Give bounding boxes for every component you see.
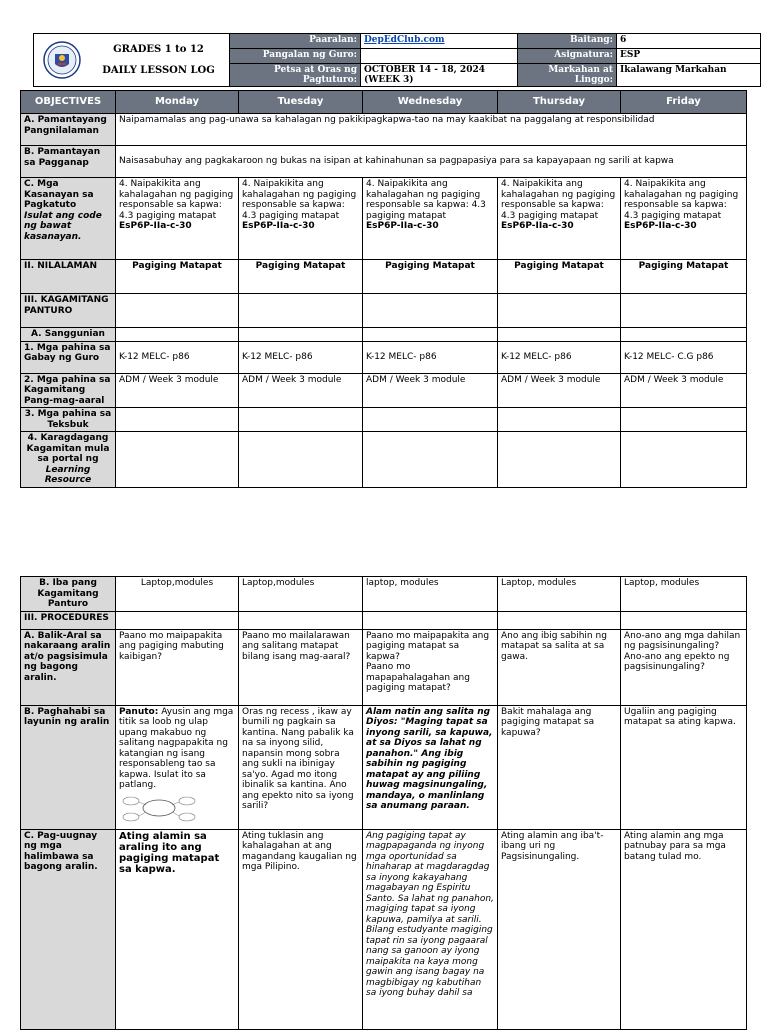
iba-tuesday: Laptop,modules <box>239 577 363 612</box>
kagamitang-tuesday <box>239 294 363 328</box>
asignatura-label: Asignatura: <box>518 49 617 64</box>
kasanayan-thursday-code: EsP6P-IIa-c-30 <box>501 221 574 231</box>
kasanayan-tuesday-code: EsP6P-IIa-c-30 <box>242 221 315 231</box>
guro-label: Pangalan ng Guro: <box>230 49 361 64</box>
balik-aral-wednesday-1: Paano mo maipapakita ang pagiging matapat sa kapwa? <box>366 630 490 662</box>
teksbuk-friday <box>621 408 747 432</box>
sanggunian-thursday <box>498 328 621 342</box>
kagamitan-tuesday: ADM / Week 3 module <box>239 373 363 408</box>
pag-uugnay-thursday: Ating alamin ang iba't-ibang uri ng Pagsisinungaling. <box>498 829 621 1029</box>
row-label-pamantayan-pagganap: B. Pamantayan sa Pagganap <box>21 146 116 178</box>
balik-aral-friday-2: Ano-ano ang epekto ng pagsisinungaling? <box>624 651 730 672</box>
kasanayan-tuesday-text: 4. Naipakikita ang kahalagahan ng pagiging responsable sa kapwa: 4.3 pagiging matapat <box>242 179 357 221</box>
procedures-wednesday <box>363 611 498 629</box>
col-wednesday: Wednesday <box>363 91 498 114</box>
guro-value <box>361 49 518 64</box>
row-label-sanggunian: A. Sanggunian <box>21 328 116 342</box>
pag-uugnay-friday: Ating alamin ang mga patnubay para sa mga batang tulad mo. <box>621 829 747 1029</box>
gabay-monday: K-12 MELC- p86 <box>116 341 239 373</box>
gabay-wednesday: K-12 MELC- p86 <box>363 341 498 373</box>
kasanayan-monday-code: EsP6P-IIa-c-30 <box>119 221 192 231</box>
pamantayang-pangnilalaman-text: Naipamamalas ang pag-unawa sa kahalagan ng pakikipagkapwa-tao na may kaakibat na paggalang at responsibilidad <box>116 114 747 146</box>
log-title: DAILY LESSON LOG <box>102 65 215 76</box>
karagdagang-friday <box>621 432 747 488</box>
kasanayan-thursday <box>498 178 621 260</box>
kasanayan-thursday-text: 4. Naipakikita ang kahalagahan ng pagiging responsable sa kapwa: 4.3 pagiging matapat <box>501 179 616 221</box>
balik-aral-thursday: Ano ang ibig sabihin ng matapat sa salita at sa gawa. <box>498 629 621 705</box>
kasanayan-label-italic: Isulat ang code ng bawat kasanayan. <box>24 210 102 242</box>
sanggunian-monday <box>116 328 239 342</box>
paghahabi-friday: Ugaliin ang pagiging matapat sa ating kapwa. <box>621 705 747 829</box>
kagamitan-thursday: ADM / Week 3 module <box>498 373 621 408</box>
kagamitan-wednesday: ADM / Week 3 module <box>363 373 498 408</box>
balik-aral-monday: Paano mo maipapakita ang pagiging mabuting kaibigan? <box>116 629 239 705</box>
kagamitan-friday: ADM / Week 3 module <box>621 373 747 408</box>
kasanayan-monday <box>116 178 239 260</box>
teksbuk-thursday <box>498 408 621 432</box>
row-label-karagdagang-kagamitan <box>21 432 116 488</box>
row-label-kasanayan <box>21 178 116 260</box>
kasanayan-wednesday-code: EsP6P-IIa-c-30 <box>366 221 439 231</box>
header-logo-cell <box>34 34 230 87</box>
kagamitang-thursday <box>498 294 621 328</box>
kagamitang-monday <box>116 294 239 328</box>
objectives-table <box>20 90 747 488</box>
col-friday: Friday <box>621 91 747 114</box>
row-label-paghahabi: B. Paghahabi sa layunin ng aralin <box>21 705 116 829</box>
markahan-label: Markahan at Linggo: <box>518 64 617 87</box>
karagdagang-wednesday <box>363 432 498 488</box>
nilalaman-friday: Pagiging Matapat <box>621 260 747 294</box>
teksbuk-tuesday <box>239 408 363 432</box>
kagamitang-wednesday <box>363 294 498 328</box>
row-label-pamantayang-pangnilalaman: A. Pamantayang Pangnilalaman <box>21 114 116 146</box>
kasanayan-friday-text: 4. Naipakikita ang kahalagahan ng pagiging responsable sa kapwa: 4.3 pagiging matapat <box>624 179 739 221</box>
karagdagang-label: 4. Karagdagang Kagamitan mula sa portal ng <box>26 433 110 464</box>
paghahabi-monday <box>116 705 239 829</box>
iba-thursday: Laptop, modules <box>498 577 621 612</box>
paaralan-value <box>361 34 518 49</box>
nilalaman-tuesday: Pagiging Matapat <box>239 260 363 294</box>
paghahabi-thursday: Bakit mahalaga ang pagiging matapat sa kapuwa? <box>498 705 621 829</box>
gabay-thursday: K-12 MELC- p86 <box>498 341 621 373</box>
row-label-teksbuk: 3. Mga pahina sa Teksbuk <box>21 408 116 432</box>
karagdagang-label-italic: Learning Resource <box>44 464 92 485</box>
col-thursday: Thursday <box>498 91 621 114</box>
balik-aral-friday-1: Ano-ano ang mga dahilan ng pagsisinungaling? <box>624 630 741 651</box>
kasanayan-wednesday <box>363 178 498 260</box>
nilalaman-thursday: Pagiging Matapat <box>498 260 621 294</box>
row-label-kagamitang-mag-aaral: 2. Mga pahina sa Kagamitang Pang-mag-aaral <box>21 373 116 408</box>
paghahabi-tuesday: Oras ng recess , ikaw ay bumili ng pagkain sa kantina. Nang pabalik ka na sa inyong silid, napansin mong sobra ang sukli na ibinigay sa'yo. Agad mo itong ibinalik sa kantina. Ano ang epekto nito sa iyong sarili? <box>239 705 363 829</box>
kagamitang-friday <box>621 294 747 328</box>
petsa-value: OCTOBER 14 - 18, 2024 (WEEK 3) <box>361 64 518 87</box>
row-label-gabay-guro: 1. Mga pahina sa Gabay ng Guro <box>21 341 116 373</box>
kasanayan-monday-text: 4. Naipakikita ang kahalagahan ng pagiging responsable sa kapwa: 4.3 pagiging matapat <box>119 179 234 221</box>
word-cloud-diagram-icon <box>119 793 199 823</box>
paaralan-link[interactable]: DepEdClub.com <box>364 35 445 45</box>
markahan-value: Ikalawang Markahan <box>617 64 761 87</box>
nilalaman-wednesday: Pagiging Matapat <box>363 260 498 294</box>
row-label-kagamitang-panturo: III. KAGAMITANG PANTURO <box>21 294 116 328</box>
teksbuk-monday <box>116 408 239 432</box>
procedures-monday <box>116 611 239 629</box>
kasanayan-label: C. Mga Kasanayan sa Pagkatuto <box>24 179 94 210</box>
sanggunian-friday <box>621 328 747 342</box>
balik-aral-friday <box>621 629 747 705</box>
baitang-label: Baitang: <box>518 34 617 49</box>
pag-uugnay-tuesday: Ating tuklasin ang kahalagahan at ang magandang kaugalian ng mga Pilipino. <box>239 829 363 1029</box>
sanggunian-wednesday <box>363 328 498 342</box>
gabay-tuesday: K-12 MELC- p86 <box>239 341 363 373</box>
col-tuesday: Tuesday <box>239 91 363 114</box>
balik-aral-tuesday: Paano mo mailalarawan ang salitang matapat bilang isang mag-aaral? <box>239 629 363 705</box>
karagdagang-tuesday <box>239 432 363 488</box>
kasanayan-friday-code: EsP6P-IIa-c-30 <box>624 221 697 231</box>
baitang-value: 6 <box>617 34 761 49</box>
pag-uugnay-monday: Ating alamin sa araling ito ang pagiging matapat sa kapwa. <box>116 829 239 1029</box>
col-monday: Monday <box>116 91 239 114</box>
paaralan-label: Paaralan: <box>230 34 361 49</box>
procedures-thursday <box>498 611 621 629</box>
asignatura-value: ESP <box>617 49 761 64</box>
col-objectives: OBJECTIVES <box>21 91 116 114</box>
grades-title: GRADES 1 to 12 <box>113 44 204 55</box>
row-label-balik-aral: A. Balik-Aral sa nakaraang aralin at/o pagsisimula ng bagong aralin. <box>21 629 116 705</box>
paghahabi-wednesday: Alam natin ang salita ng Diyos: "Maging tapat sa inyong sarili, sa kapuwa, at sa Diyos sa lahat ng panahon." Ang ibig sabihin ng pagiging matapat ay ang piliing huwag magsinungaling, mandaya, o manlinlang sa anumang paraan. <box>363 705 498 829</box>
pamantayan-pagganap-text: Naisasabuhay ang pagkakaroon ng bukas na isipan at kahinahunan sa pagpapasiya para sa kapayapaan ng sarili at kapwa <box>116 146 747 178</box>
gabay-friday: K-12 MELC- C.G p86 <box>621 341 747 373</box>
kasanayan-wednesday-text: 4. Naipakikita ang kahalagahan ng pagiging responsable sa kapwa: 4.3 pagiging matapat <box>366 179 486 221</box>
nilalaman-monday: Pagiging Matapat <box>116 260 239 294</box>
balik-aral-wednesday <box>363 629 498 705</box>
iba-wednesday: laptop, modules <box>363 577 498 612</box>
row-label-nilalaman: II. NILALAMAN <box>21 260 116 294</box>
header-table <box>33 33 761 87</box>
sanggunian-tuesday <box>239 328 363 342</box>
pag-uugnay-wednesday: Ang pagiging tapat ay magpapaganda ng inyong mga oportunidad sa hinaharap at magdaragdag sa inyong kakayahang magabayan ng Espiritu Santo. Sa lahat ng panahon, magiging tapat sa iyong kapuwa, pamilya at sarili. Bilang estudyante magiging tapat rin sa iyong pagaaral nang sa ganoon ay iyong maipakita na kaya mong gawin ang isang bagay na magbibigay ng kabutihan sa iyong buhay dahil sa <box>363 829 498 1029</box>
iba-monday: Laptop,modules <box>116 577 239 612</box>
procedures-table <box>20 576 747 1030</box>
procedures-tuesday <box>239 611 363 629</box>
row-label-pag-uugnay: C. Pag-uugnay ng mga halimbawa sa bagong aralin. <box>21 829 116 1029</box>
row-label-procedures: III. PROCEDURES <box>21 611 116 629</box>
karagdagang-thursday <box>498 432 621 488</box>
teksbuk-wednesday <box>363 408 498 432</box>
paghahabi-monday-text: Ayusin ang mga titik sa loob ng ulap upang makabuo ng salitang nagpapakita ng katangian ng isang responsableng tao sa kapwa. Isulat ito sa patlang. <box>119 706 234 790</box>
deped-seal-icon <box>43 41 81 79</box>
balik-aral-wednesday-2: Paano mo mapapahalagahan ang pagiging matapat? <box>366 662 470 693</box>
karagdagang-monday <box>116 432 239 488</box>
kagamitan-monday: ADM / Week 3 module <box>116 373 239 408</box>
iba-friday: Laptop, modules <box>621 577 747 612</box>
paghahabi-monday-panuto: Panuto: <box>119 706 159 717</box>
row-label-iba-pang-kagamitan: B. Iba pang Kagamitang Panturo <box>21 577 116 612</box>
procedures-friday <box>621 611 747 629</box>
kasanayan-tuesday <box>239 178 363 260</box>
kasanayan-friday <box>621 178 747 260</box>
petsa-label: Petsa at Oras ng Pagtuturo: <box>230 64 361 87</box>
